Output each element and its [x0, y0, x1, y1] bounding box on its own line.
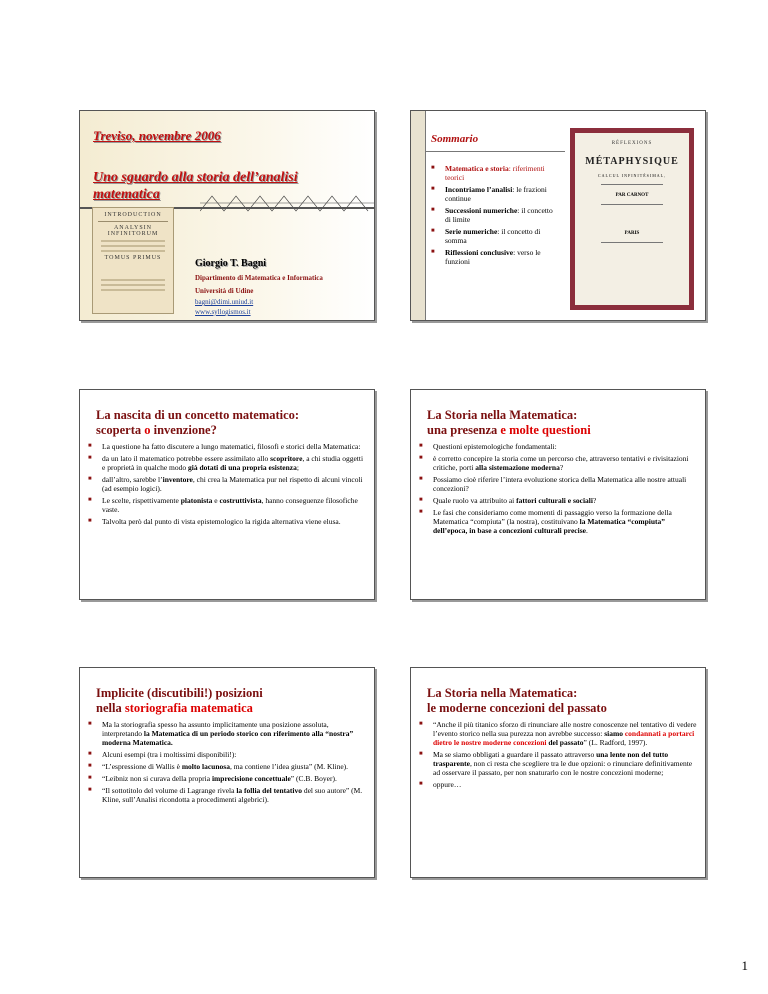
slide-storiografia [79, 667, 375, 878]
list-item: ■ dall’altro, sarebbe l’inventore, chi crea la Matematica pur nel rispetto di alcuni vincoli (ad esempio logici). [88, 475, 368, 493]
slide-heading: Implicite (discutibili!) posizioni nella storiografia matematica [96, 686, 263, 715]
list-item: ■ Questioni epistemologiche fondamentali: [419, 442, 699, 451]
presentation-title: Uno sguardo alla storia dell’analisi matematica [93, 170, 298, 202]
geometric-decoration [200, 191, 375, 213]
book-image: INTRODUCTION ANALYSIN INFINITORUM TOMUS PRIMUS [92, 207, 174, 314]
list-item: ■ Le fasi che consideriamo come momenti di passaggio verso la formazione della Matematica “compiuta” (la nostra), costituivano la Matematica “compiuta” dell’epoca, in base a concezioni culturali precise. [419, 508, 699, 535]
slide-title-text: Sommario [431, 133, 479, 145]
list-item: ■ “Il sottotitolo del volume di Lagrange rivela la follia del tentativo del suo autore” (M. Kline, sull’Analisi ricondotta a procedimenti algebrici). [88, 786, 368, 804]
slide-storia-matematica [410, 389, 706, 600]
list-item: ■ “Anche il più titanico sforzo di rinunciare alle nostre conoscenze nel tentativo di vedere l’evento storico nella sua purezza non avrebbe successo: siamo condannati a portarci dietro le nostre moderne concezioni del passato” (L. Radford, 1997). [419, 720, 699, 747]
list-item: ■ Quale ruolo va attribuito ai fattori culturali e sociali? [419, 496, 699, 505]
title-underline [425, 151, 565, 152]
email-link[interactable]: bagni@dimi.uniud.it [195, 298, 254, 306]
list-item: ■ Possiamo cioè riferire l’intera evoluzione storica della Matematica alle nostre attuali concezioni? [419, 475, 699, 493]
book-cover-image: RÉFLEXIONS MÉTAPHYSIQUE CALCUL INFINITÉSIMAL, PAR CARNOT PARIS [570, 128, 694, 310]
list-item: ■ è corretto concepire la storia come un percorso che, attraverso tentativi e rivisitazioni critiche, porti alla sistemazione moderna? [419, 454, 699, 472]
page-number: 1 [741, 958, 748, 973]
slide-heading: La Storia nella Matematica: una presenza e molte questioni [427, 408, 591, 437]
website-link[interactable]: www.syllogismos.it [195, 308, 251, 316]
slide-sommario [410, 110, 706, 321]
summary-list [431, 164, 559, 269]
list-item: ■ oppure… [419, 780, 699, 789]
list-item: ■ Serie numeriche: il concetto di somma [431, 227, 559, 245]
list-item: ■ Riflessioni conclusive: verso le funzioni [431, 248, 559, 266]
list-item: ■ Incontriamo l’analisi: le frazioni continue [431, 185, 559, 203]
list-item: ■ “Leibniz non si curava della propria imprecisione concettuale” (C.B. Boyer). [88, 774, 368, 783]
list-item: ■ Matematica e storia: riferimenti teorici [431, 164, 559, 182]
slide-scoperta-invenzione [79, 389, 375, 600]
slide-heading: La nascita di un concetto matematico: scoperta o invenzione? [96, 408, 300, 437]
bullet-list [419, 442, 699, 535]
author-name: Giorgio T. Bagni [195, 258, 267, 269]
slide-concezioni-passato [410, 667, 706, 878]
list-item: ■ Le scelte, rispettivamente platonista e costruttivista, hanno conseguenze filosofiche vaste. [88, 496, 368, 514]
list-item: ■ La questione ha fatto discutere a lungo matematici, filosofi e storici della Matematica: [88, 442, 368, 451]
list-item: ■ Ma la storiografia spesso ha assunto implicitamente una posizione assoluta, interpretando la Matematica di un periodo storico con riferimento alla “nostra” moderna Matematica. [88, 720, 368, 747]
slide-heading: La Storia nella Matematica: le moderne concezioni del passato [427, 686, 607, 715]
bullet-list [419, 720, 699, 789]
event-label: Treviso, novembre 2006 [93, 128, 221, 143]
department: Dipartimento di Matematica e Informatica [195, 274, 323, 282]
list-item: ■ Alcuni esempi (tra i moltissimi disponibili!): [88, 750, 368, 759]
university: Università di Udine [195, 287, 254, 295]
slide-sidebar [411, 111, 426, 321]
list-item: ■ Ma se siamo obbligati a guardare il passato attraverso una lente non del tutto trasparente, non ci resta che scegliere tra le due opzioni: o rinunciare definitivamente ad osservare il passato, per non snaturarlo con le nostre concezioni moderne; [419, 750, 699, 777]
list-item: ■ Talvolta però dal punto di vista epistemologico la rigida alternativa viene elusa. [88, 517, 368, 526]
slide-title [79, 110, 375, 321]
list-item: ■ da un lato il matematico potrebbe essere assimilato allo scopritore, a chi studia oggetti e proprietà in qualche modo già dotati di una propria esistenza; [88, 454, 368, 472]
bullet-list [88, 442, 368, 526]
bullet-list [88, 720, 368, 804]
list-item: ■ Successioni numeriche: il concetto di limite [431, 206, 559, 224]
list-item: ■ “L’espressione di Wallis è molto lacunosa, ma contiene l’idea giusta” (M. Kline). [88, 762, 368, 771]
